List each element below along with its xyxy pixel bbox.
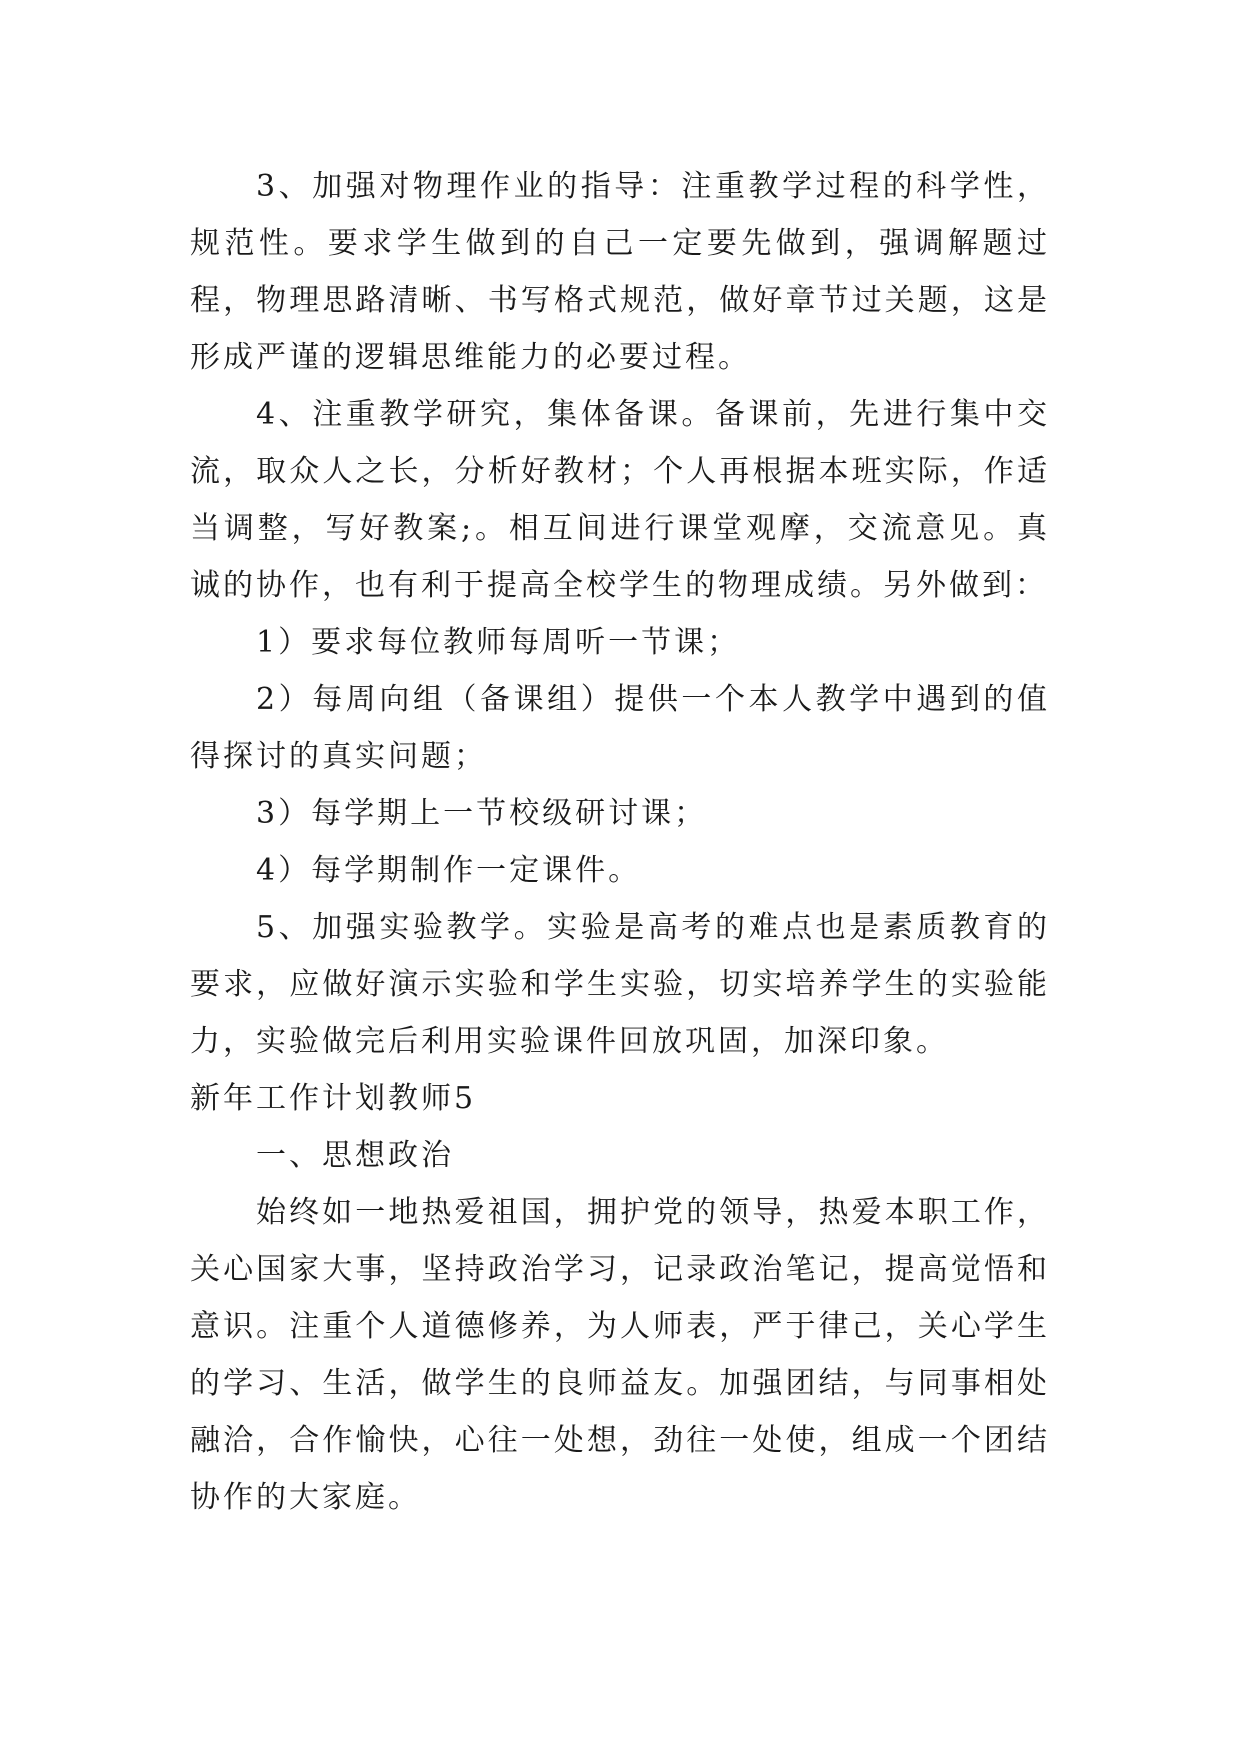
paragraph-experiment-teaching: 5、加强实验教学。实验是高考的难点也是素质教育的要求，应做好演示实验和学生实验，切实培养学生的实验能力，实验做完后利用实验课件回放巩固，加深印象。 (190, 910, 1050, 1059)
paragraph-political-thought: 始终如一地热爱祖国，拥护党的领导，热爱本职工作，关心国家大事，坚持政治学习，记录政治笔记，提高觉悟和意识。注重个人道德修养，为人师表，严于律己，关心学生的学习、生活，做学生的良师益友。加强团结，与同事相处融洽，合作愉快，心往一处想，劲往一处使，组成一个团结协作的大家庭。 (190, 1195, 1050, 1515)
section-title: 新年工作计划教师5 (190, 1081, 477, 1116)
list-item-1: 1）要求每位教师每周听一节课； (256, 625, 741, 660)
subsection-title: 一、思想政治 (256, 1138, 454, 1173)
list-item-4: 4）每学期制作一定课件。 (256, 853, 642, 888)
paragraph-homework-guidance: 3、加强对物理作业的指导：注重教学过程的科学性，规范性。要求学生做到的自己一定要先做到，强调解题过程，物理思路清晰、书写格式规范，做好章节过关题，这是形成严谨的逻辑思维能力的必要过程。 (190, 169, 1050, 375)
document-body (190, 158, 1050, 1526)
list-item-2: 2）每周向组（备课组）提供一个本人教学中遇到的值得探讨的真实问题； (190, 682, 1050, 774)
list-item-3: 3）每学期上一节校级研讨课； (256, 796, 708, 831)
paragraph-teaching-research: 4、注重教学研究，集体备课。备课前，先进行集中交流，取众人之长，分析好教材；个人再根据本班实际，作适当调整，写好教案;。相互间进行课堂观摩，交流意见。真诚的协作，也有利于提高全校学生的物理成绩。另外做到： (190, 397, 1050, 603)
